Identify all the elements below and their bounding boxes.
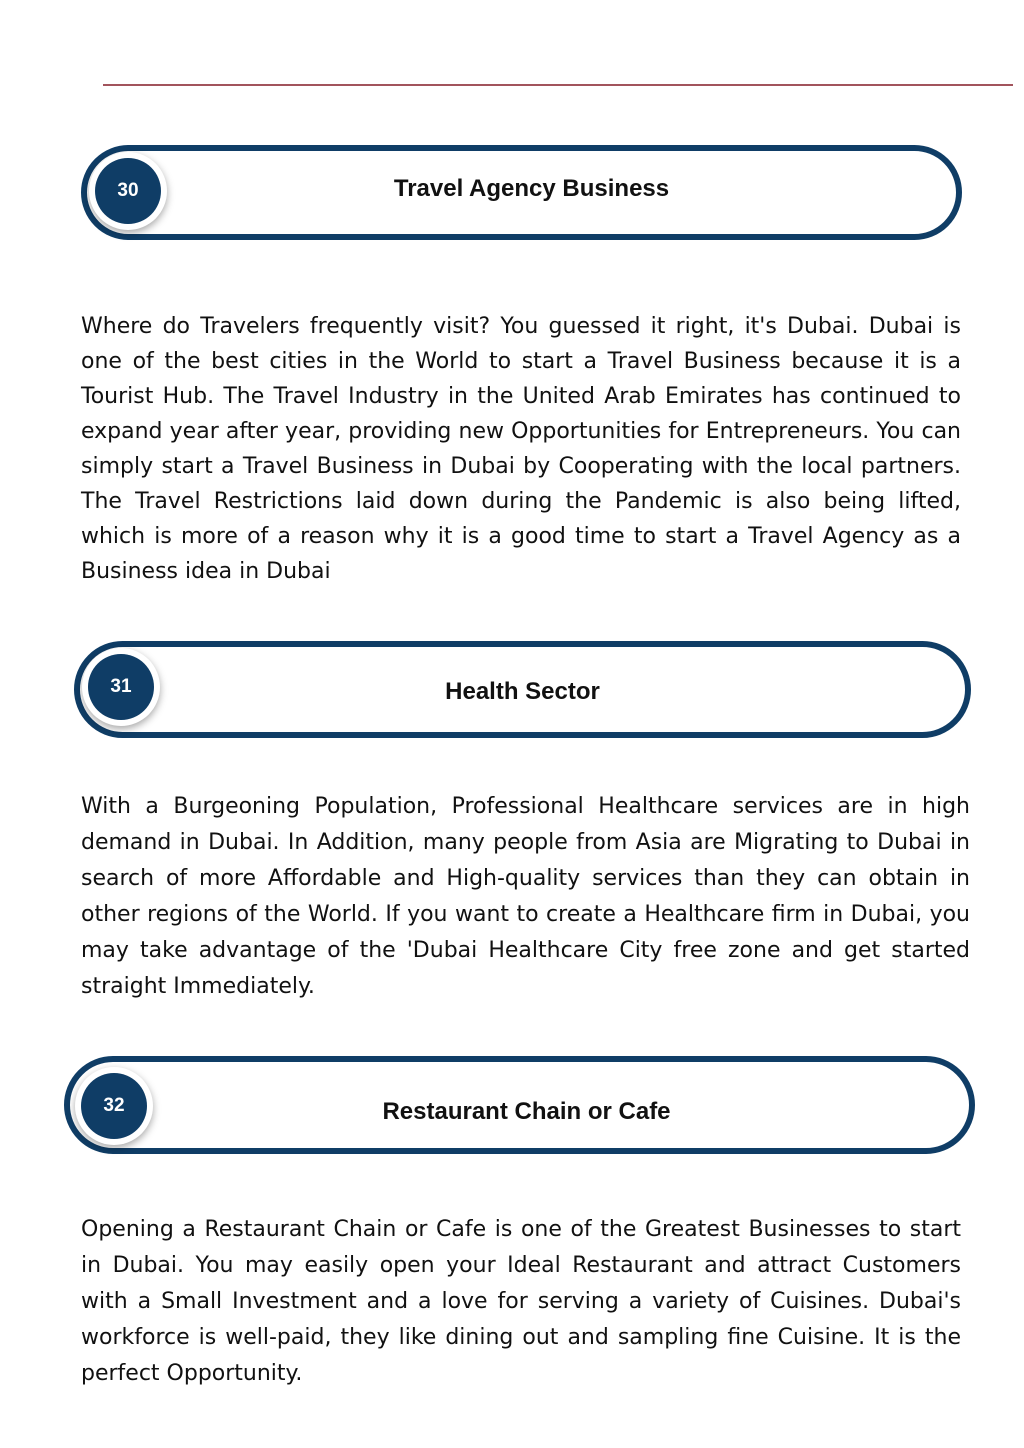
- section-body-travel-agency: Where do Travelers frequently visit? You guessed it right, it's Dubai. Dubai is one of the best cities in the World to start a Travel Business because it is a Tourist Hub. The Travel Industry in the United Arab Emirates has continued to expand year after year, providing new Opportunities for Entrepreneurs. You can simply start a Travel Business in Dubai by Cooperating with the local partners. The Travel Restrictions laid down during the Pandemic is also being lifted, which is more of a reason why it is a good time to start a Travel Agency as a Business idea in Dubai: [81, 314, 961, 584]
- section-body-health-sector: With a Burgeoning Population, Professional Healthcare services are in high demand in Dubai. In Addition, many people from Asia are Migrating to Dubai in search of more Affordable and High-quality services than they can obtain in other regions of the World. If you want to create a Healthcare firm in Dubai, you may take advantage of the 'Dubai Healthcare City free zone and get started straight Immediately.: [81, 794, 970, 999]
- section-number-badge: 30: [95, 158, 161, 224]
- top-divider-rule: [103, 84, 1013, 86]
- section-title: Restaurant Chain or Cafe: [382, 1098, 671, 1125]
- section-title: Travel Agency Business: [393, 175, 670, 202]
- section-header-restaurant-chain: [64, 1056, 975, 1154]
- section-number-badge-ring: [82, 648, 160, 726]
- section-number-badge-ring: [89, 152, 167, 230]
- section-header-health-sector: [74, 641, 971, 738]
- section-title: Health Sector: [445, 678, 600, 705]
- section-body-restaurant-chain: Opening a Restaurant Chain or Cafe is one of the Greatest Businesses to start in Dubai. You may easily open your Ideal Restaurant and attract Customers with a Small Investment and a love for serving a variety of Cuisines. Dubai's workforce is well-paid, they like dining out and sampling fine Cuisine. It is the perfect Opportunity.: [81, 1217, 961, 1386]
- section-number-badge: 31: [88, 654, 154, 720]
- section-number-badge: 32: [81, 1073, 147, 1139]
- section-number-badge-ring: [75, 1067, 153, 1145]
- section-header-travel-agency: [81, 145, 962, 240]
